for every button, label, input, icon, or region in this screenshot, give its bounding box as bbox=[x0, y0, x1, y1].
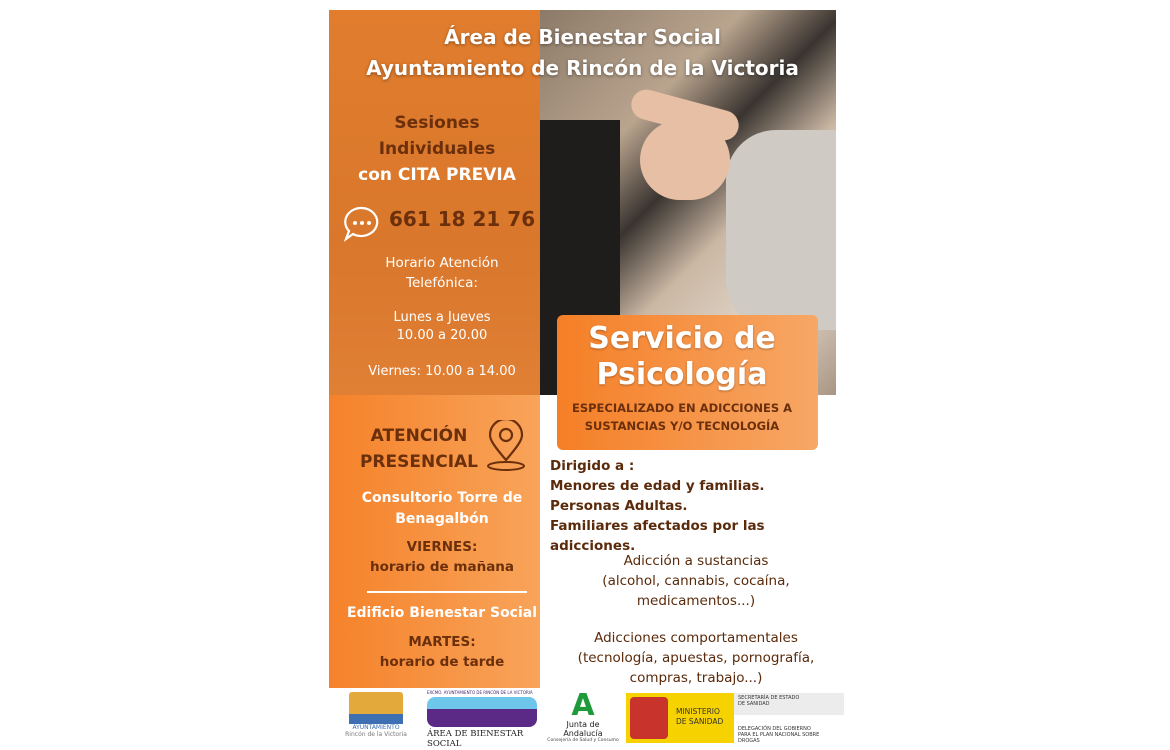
header-line2: Ayuntamiento de Rincón de la Victoria bbox=[366, 56, 799, 80]
bienestar-logo: EXCMO. AYUNTAMIENTO DE RINCÓN DE LA VICTORIA ÁREA DE BIENESTAR SOCIAL bbox=[427, 690, 537, 749]
header-line1: Área de Bienestar Social bbox=[444, 25, 721, 49]
sessions-text: Sesiones Individuales con CITA PREVIA bbox=[358, 113, 516, 185]
service-title: Servicio de Psicología bbox=[588, 321, 776, 392]
ayuntamiento-logo: AYUNTAMIENTO Rincón de la Victoria bbox=[341, 692, 411, 738]
chat-bubble-icon bbox=[343, 206, 381, 242]
phone-number[interactable]: 661 18 21 76 bbox=[389, 207, 536, 231]
presencial-title: ATENCIÓN PRESENCIAL bbox=[359, 426, 479, 472]
audience-list: Dirigido a : Menores de edad y familias. Personas Adultas. Familiares afectados por las adicciones. bbox=[550, 458, 765, 554]
secretaria-label: SECRETARÍA DE ESTADO DE SANIDAD bbox=[734, 693, 844, 715]
delegacion-label: DELEGACIÓN DEL GOBIERNO PARA EL PLAN NACIONAL SOBRE DROGAS bbox=[738, 726, 820, 744]
ministerio-logo: MINISTERIO DE SANIDAD bbox=[626, 693, 734, 743]
service-subtitle: ESPECIALIZADO EN ADICCIONES A SUSTANCIAS Y/O TECNOLOGÍA bbox=[571, 401, 793, 433]
place1-name: Consultorio Torre de Benagalbón bbox=[361, 490, 523, 527]
junta-logo: A Junta de Andalucía Consejería de Salud y Consumo bbox=[547, 688, 619, 743]
poster bbox=[329, 10, 836, 748]
divider bbox=[367, 591, 527, 593]
logos-bar bbox=[329, 690, 836, 748]
place2-name: Edificio Bienestar Social bbox=[346, 605, 538, 621]
service-box bbox=[557, 315, 818, 450]
behavioral-addictions: Adicciones comportamentales (tecnología, apuestas, pornografía, compras, trabajo...) bbox=[577, 630, 815, 686]
substance-addictions: Adicción a sustancias (alcohol, cannabis, cocaína, medicamentos...) bbox=[602, 553, 790, 609]
phone-hours-title: Horario Atención Telefónica: bbox=[385, 255, 499, 291]
place1-time: VIERNES: horario de mañana bbox=[369, 539, 515, 575]
phone-hours: Lunes a Jueves 10.00 a 20.00 Viernes: 10.00 a 14.00 bbox=[368, 310, 516, 379]
map-pin-icon bbox=[484, 420, 528, 472]
place2-time: MARTES: horario de tarde bbox=[379, 634, 505, 670]
